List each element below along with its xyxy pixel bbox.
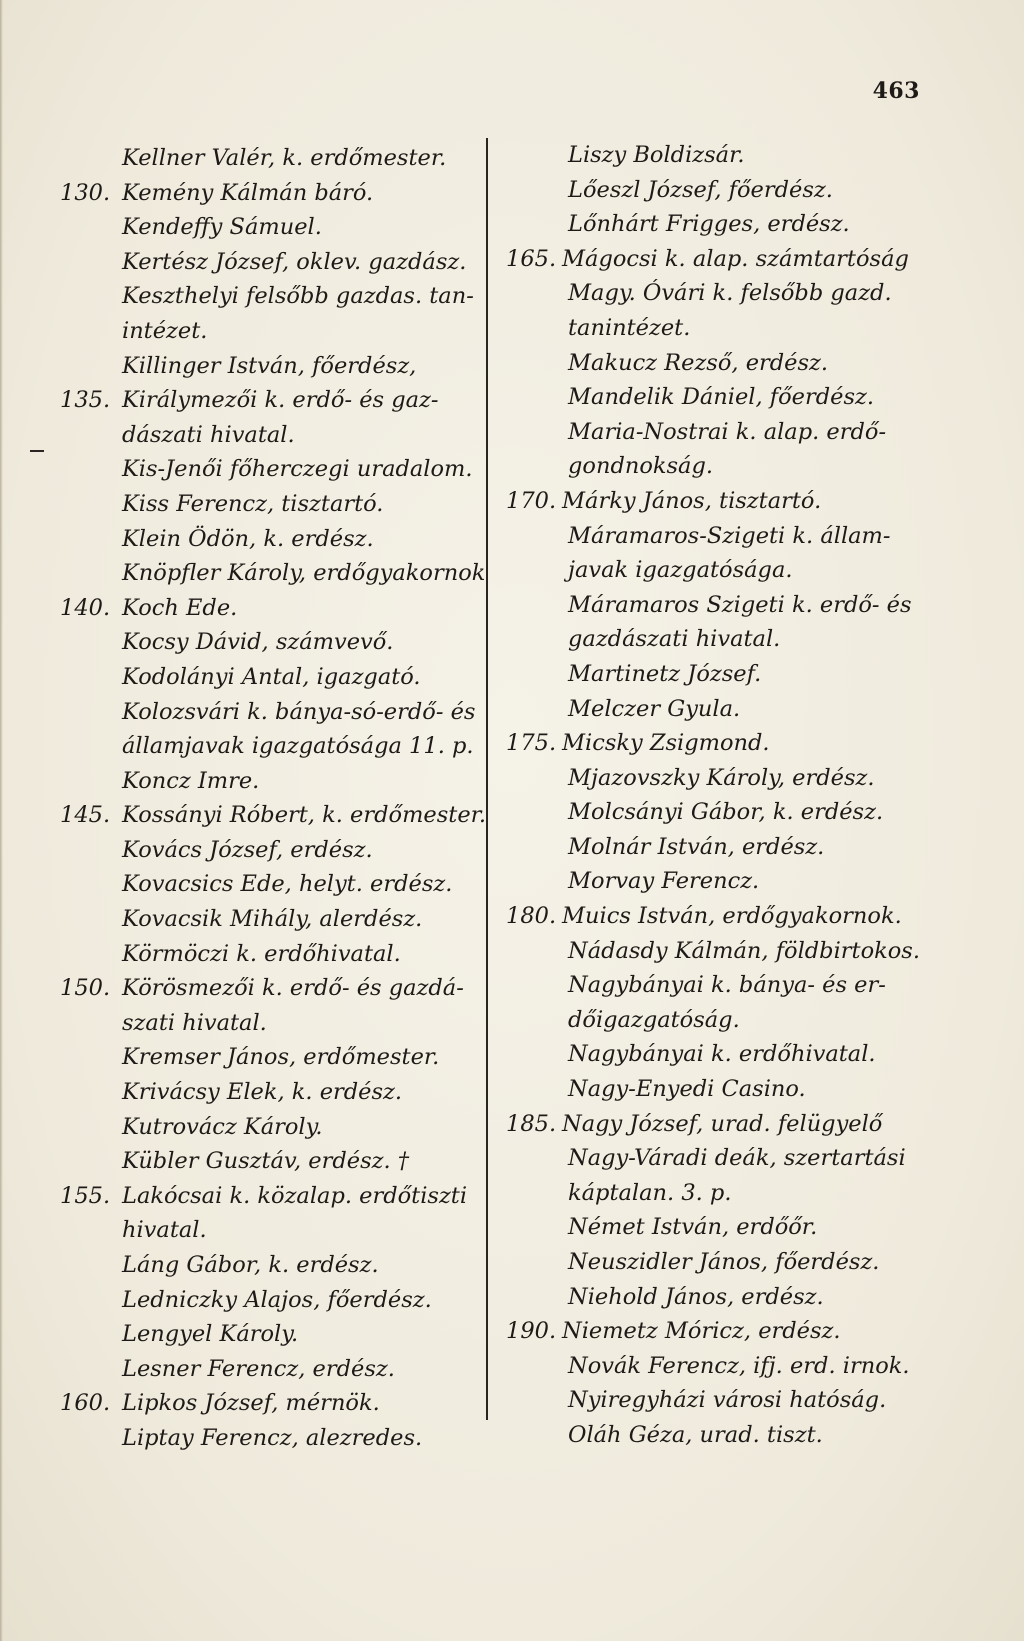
list-entry [60, 383, 485, 418]
entry-text: Niemetz Móricz, erdész. [562, 1318, 841, 1345]
entry-text: Körmöczi k. erdőhivatal. [122, 940, 401, 967]
list-entry [60, 487, 485, 522]
entry-text: Kovacsics Ede, helyt. erdész. [122, 871, 453, 898]
entry-text: Nagybányai k. erdőhivatal. [568, 1041, 876, 1068]
entry-number: 155. [60, 1182, 111, 1209]
list-entry [60, 1075, 485, 1110]
list-entry [60, 1040, 485, 1075]
entry-text: gazdászati hivatal. [568, 626, 781, 653]
entry-text: Máramaros Szigeti k. erdő- és [568, 591, 912, 618]
entry-text: Magy. Óvári k. felsőbb gazd. [568, 280, 892, 307]
list-entry [506, 622, 931, 657]
entry-text: Lesner Ferencz, erdész. [122, 1355, 395, 1382]
list-entry [60, 1248, 485, 1283]
list-entry [60, 937, 485, 972]
list-entry [506, 519, 931, 554]
list-entry [506, 934, 931, 969]
entry-text: Liszy Boldizsár. [568, 142, 745, 168]
list-entry [506, 899, 931, 934]
list-entry [60, 245, 485, 280]
list-entry [506, 553, 931, 588]
list-entry [506, 1210, 931, 1245]
entry-text: Klein Ödön, k. erdész. [122, 525, 374, 552]
list-entry [506, 1245, 931, 1280]
list-entry [506, 1072, 931, 1107]
entry-number: 150. [60, 975, 111, 1002]
entry-text: dászati hivatal. [122, 421, 295, 448]
entry-text: Lengyel Károly. [122, 1321, 299, 1348]
list-entry [60, 1179, 485, 1214]
list-entry [506, 864, 931, 899]
list-entry [506, 415, 931, 450]
entry-text: Knöpfler Károly, erdőgyakornok [122, 560, 486, 587]
list-entry [60, 522, 485, 557]
entry-text: Mágocsi k. alap. számtartóság [562, 245, 909, 272]
list-entry [506, 1314, 931, 1349]
list-entry [506, 380, 931, 415]
entry-number: 160. [60, 1390, 111, 1417]
list-entry [60, 176, 485, 211]
entry-text: Keszthelyi felsőbb gazdas. tan- [122, 283, 474, 310]
list-entry [60, 1386, 485, 1421]
list-entry [60, 556, 485, 591]
entry-text: szati hivatal. [122, 1009, 267, 1036]
list-entry [506, 1176, 931, 1211]
list-entry [506, 726, 931, 761]
list-entry [506, 1141, 931, 1176]
entry-text: Mandelik Dániel, főerdész. [568, 384, 875, 411]
entry-text: hivatal. [122, 1217, 207, 1244]
list-entry [60, 349, 485, 384]
page-number: 463 [872, 78, 920, 104]
list-entry [506, 1349, 931, 1384]
entry-text: Mjazovszky Károly, erdész. [568, 764, 875, 791]
entry-text: Kis-Jenői főherczegi uradalom. [122, 456, 473, 483]
margin-mark [30, 450, 44, 452]
list-entry [60, 591, 485, 626]
entry-text: államjavak igazgatósága 11. p. [122, 733, 474, 760]
entry-text: Makucz Rezső, erdész. [568, 349, 829, 376]
entry-text: tanintézet. [568, 314, 691, 341]
entry-text: Láng Gábor, k. erdész. [122, 1252, 379, 1278]
list-entry [60, 141, 485, 176]
entry-text: Nagy-Váradi deák, szertartási [568, 1145, 906, 1172]
entry-text: Kodolányi Antal, igazgató. [122, 663, 421, 690]
list-entry [506, 1383, 931, 1418]
list-entry [60, 279, 485, 314]
list-entry [506, 588, 931, 623]
list-entry [60, 798, 485, 833]
entry-text: Kovács József, erdész. [122, 836, 373, 863]
list-entry [60, 1352, 485, 1387]
entry-number: 185. [506, 1110, 557, 1137]
list-entry [506, 1280, 931, 1315]
entry-text: Kossányi Róbert, k. erdőmester. [122, 802, 487, 829]
list-entry [60, 729, 485, 764]
entry-text: Killinger István, főerdész, [122, 352, 417, 379]
list-entry [506, 173, 931, 208]
entry-text: Körösmezői k. erdő- és gazdá- [122, 975, 464, 1002]
entry-text: Lőeszl József, főerdész. [568, 176, 833, 203]
entry-text: Molcsányi Gábor, k. erdész. [568, 799, 884, 826]
list-entry [506, 311, 931, 346]
entry-number: 170. [506, 487, 557, 514]
list-entry [60, 1006, 485, 1041]
entry-text: Liptay Ferencz, alezredes. [122, 1424, 423, 1451]
list-entry [60, 1213, 485, 1248]
entry-text: Kremser János, erdőmester. [122, 1044, 440, 1071]
list-entry [60, 1144, 485, 1179]
entry-number: 165. [506, 245, 557, 272]
list-entry [60, 695, 485, 730]
entry-text: Molnár István, erdész. [568, 833, 825, 860]
list-entry [506, 207, 931, 242]
left-column [60, 141, 485, 1456]
list-entry [60, 452, 485, 487]
right-column [506, 138, 931, 1453]
entry-text: Nyiregyházi városi hatóság. [568, 1387, 887, 1414]
entry-text: Martinetz József. [568, 660, 762, 687]
entry-number: 190. [506, 1318, 557, 1345]
entry-text: Oláh Géza, urad. tiszt. [568, 1421, 823, 1448]
entry-number: 130. [60, 179, 111, 206]
entry-text: Kocsy Dávid, számvevő. [122, 629, 394, 656]
list-entry [60, 1317, 485, 1352]
entry-text: Koncz Imre. [122, 767, 260, 794]
entry-text: Novák Ferencz, ifj. erd. irnok. [568, 1352, 910, 1379]
list-entry [506, 484, 931, 519]
list-entry [506, 242, 931, 277]
list-entry [60, 867, 485, 902]
entry-text: intézet. [122, 317, 208, 344]
entry-number: 140. [60, 594, 111, 621]
entry-text: Kendeffy Sámuel. [122, 214, 322, 241]
list-entry [506, 1003, 931, 1038]
list-entry [506, 968, 931, 1003]
entry-text: Maria-Nostrai k. alap. erdő- [568, 418, 887, 445]
entry-text: Lőnhárt Frigges, erdész. [568, 211, 850, 238]
entry-text: Lakócsai k. közalap. erdőtiszti [122, 1182, 468, 1209]
list-entry [60, 971, 485, 1006]
list-entry [60, 625, 485, 660]
entry-text: javak igazgatósága. [568, 557, 793, 584]
list-entry [506, 138, 931, 173]
entry-text: Neuszidler János, főerdész. [568, 1249, 880, 1275]
entry-text: Melczer Gyula. [568, 695, 741, 722]
list-entry [506, 761, 931, 796]
entry-text: Micsky Zsigmond. [562, 730, 770, 757]
entry-text: Niehold János, erdész. [568, 1283, 824, 1310]
list-entry [60, 1283, 485, 1318]
list-entry [506, 449, 931, 484]
entry-text: Kemény Kálmán báró. [122, 179, 374, 206]
entry-text: Kutrovácz Károly. [122, 1113, 323, 1140]
list-entry [60, 1110, 485, 1145]
entry-number: 180. [506, 903, 557, 930]
list-entry [506, 1037, 931, 1072]
entry-number: 135. [60, 387, 111, 414]
list-entry [60, 660, 485, 695]
entry-text: Német István, erdőőr. [568, 1214, 818, 1241]
list-entry [60, 210, 485, 245]
list-entry [60, 902, 485, 937]
list-entry [506, 830, 931, 865]
entry-text: Kellner Valér, k. erdőmester. [122, 145, 447, 171]
entry-text: Kübler Gusztáv, erdész. † [122, 1148, 410, 1175]
list-entry [506, 1107, 931, 1142]
list-entry [60, 418, 485, 453]
list-entry [506, 657, 931, 692]
list-entry [60, 314, 485, 349]
entry-text: gondnokság. [568, 453, 714, 480]
list-entry [506, 276, 931, 311]
column-divider [486, 138, 488, 1420]
entry-text: Kolozsvári k. bánya-só-erdő- és [122, 698, 476, 725]
entry-text: Nagy-Enyedi Casino. [568, 1076, 806, 1103]
page-edge-shadow [0, 0, 3, 1641]
entry-text: káptalan. 3. p. [568, 1179, 732, 1206]
list-entry [60, 1421, 485, 1456]
list-entry [506, 1418, 931, 1453]
entry-text: Nagybányai k. bánya- és er- [568, 972, 886, 999]
entry-text: Ledniczky Alajos, főerdész. [122, 1286, 432, 1313]
list-entry [506, 346, 931, 381]
list-entry [60, 833, 485, 868]
entry-text: Nádasdy Kálmán, földbirtokos. [568, 937, 920, 964]
entry-text: Koch Ede. [122, 594, 238, 621]
list-entry [506, 795, 931, 830]
entry-text: Királymezői k. erdő- és gaz- [122, 387, 439, 414]
entry-text: Kertész József, oklev. gazdász. [122, 248, 467, 275]
entry-text: Máramaros-Szigeti k. állam- [568, 522, 891, 549]
entry-text: Kiss Ferencz, tisztartó. [122, 490, 384, 517]
entry-text: dőigazgatóság. [568, 1006, 740, 1033]
entry-text: Márky János, tisztartó. [562, 487, 822, 514]
entry-number: 145. [60, 802, 111, 829]
entry-text: Krivácsy Elek, k. erdész. [122, 1079, 403, 1106]
entry-text: Morvay Ferencz. [568, 868, 760, 895]
entry-text: Kovacsik Mihály, alerdész. [122, 906, 423, 933]
list-entry [506, 692, 931, 727]
entry-text: Muics István, erdőgyakornok. [562, 903, 902, 930]
entry-number: 175. [506, 730, 557, 757]
list-entry [60, 764, 485, 799]
entry-text: Nagy József, urad. felügyelő [562, 1110, 883, 1137]
entry-text: Lipkos József, mérnök. [122, 1390, 380, 1417]
